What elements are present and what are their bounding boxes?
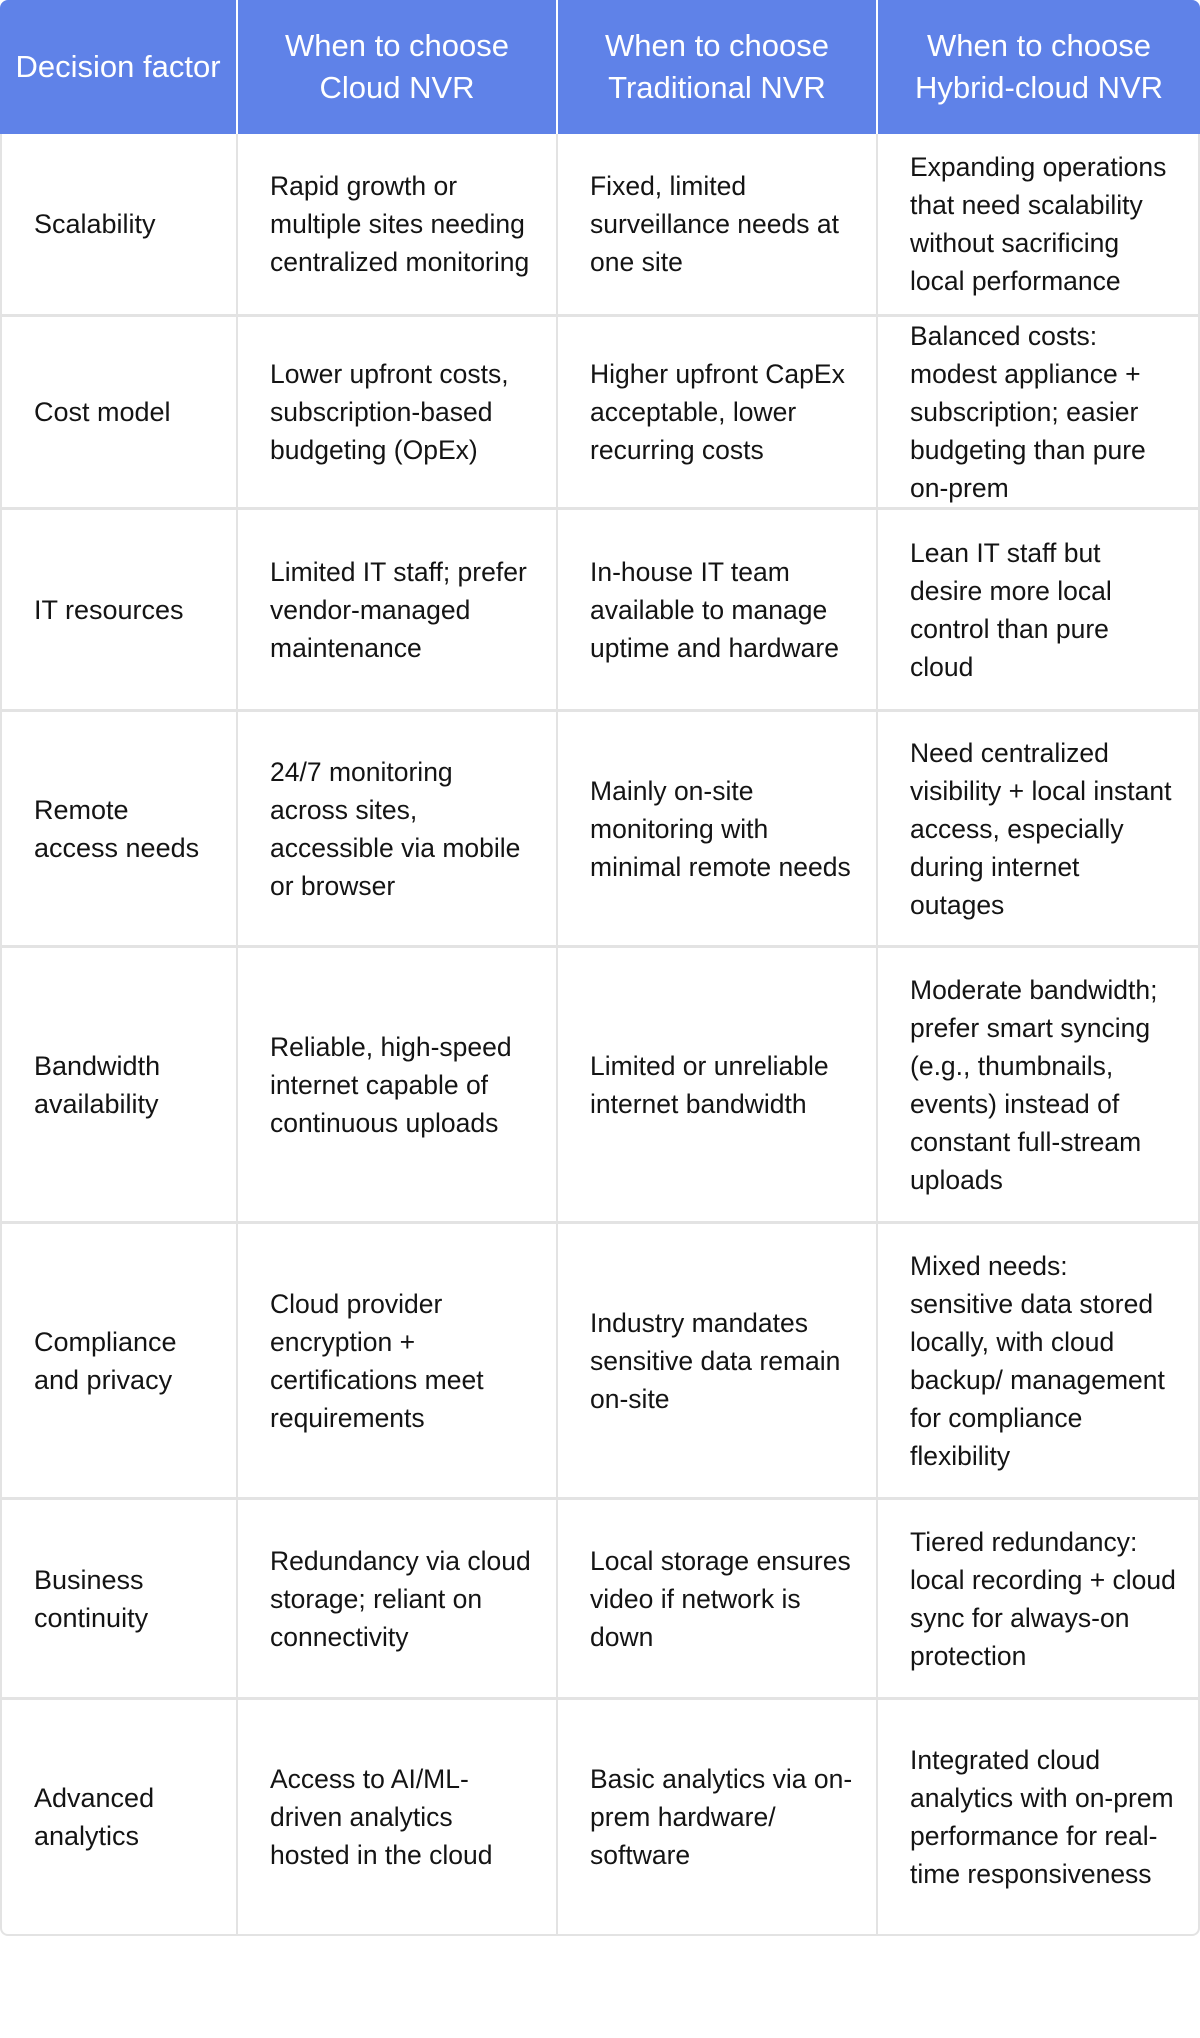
row-factor-cell: Compliance and privacy <box>0 1224 238 1500</box>
hybrid-cell: Moderate bandwidth; prefer smart syncing (e.g., thumbnails, events) instead of constant full-stream uploads <box>878 948 1200 1224</box>
table-row <box>0 1700 1200 1936</box>
table-header <box>0 0 1200 134</box>
cloud-cell: 24/7 monitoring across sites, accessible via mobile or browser <box>238 712 558 948</box>
cloud-cell: Access to AI/ML-driven analytics hosted in the cloud <box>238 1700 558 1936</box>
header-traditional-nvr: When to choose Traditional NVR <box>558 0 878 134</box>
hybrid-cell: Lean IT staff but desire more local control than pure cloud <box>878 510 1200 712</box>
table-body <box>0 134 1200 1936</box>
cloud-cell: Reliable, high-speed internet capable of continuous uploads <box>238 948 558 1224</box>
cloud-cell: Redundancy via cloud storage; reliant on connectivity <box>238 1500 558 1700</box>
cloud-cell: Cloud provider encryption + certifications meet requirements <box>238 1224 558 1500</box>
table-row <box>0 1500 1200 1700</box>
table-row <box>0 948 1200 1224</box>
table-row <box>0 712 1200 948</box>
cloud-cell: Rapid growth or multiple sites needing centralized monitoring <box>238 134 558 317</box>
header-row <box>0 0 1200 134</box>
row-factor-cell: Bandwidth availability <box>0 948 238 1224</box>
hybrid-cell: Need centralized visibility + local instant access, especially during internet outages <box>878 712 1200 948</box>
row-factor-cell: Business continuity <box>0 1500 238 1700</box>
row-factor-cell: Scalability <box>0 134 238 317</box>
row-factor-cell: Cost model <box>0 317 238 510</box>
traditional-cell: Mainly on-site monitoring with minimal remote needs <box>558 712 878 948</box>
row-factor-cell: IT resources <box>0 510 238 712</box>
traditional-cell: Industry mandates sensitive data remain on-site <box>558 1224 878 1500</box>
traditional-cell: Basic analytics via on-prem hardware/ software <box>558 1700 878 1936</box>
cloud-cell: Lower upfront costs, subscription-based budgeting (OpEx) <box>238 317 558 510</box>
hybrid-cell: Tiered redundancy: local recording + cloud sync for always-on protection <box>878 1500 1200 1700</box>
traditional-cell: In-house IT team available to manage uptime and hardware <box>558 510 878 712</box>
traditional-cell: Local storage ensures video if network is down <box>558 1500 878 1700</box>
hybrid-cell: Integrated cloud analytics with on-prem performance for real-time responsiveness <box>878 1700 1200 1936</box>
traditional-cell: Limited or unreliable internet bandwidth <box>558 948 878 1224</box>
table-row <box>0 510 1200 712</box>
row-factor-cell: Remote access needs <box>0 712 238 948</box>
table-row <box>0 134 1200 317</box>
hybrid-cell: Expanding operations that need scalability without sacrificing local performance <box>878 134 1200 317</box>
header-cloud-nvr: When to choose Cloud NVR <box>238 0 558 134</box>
header-hybrid-cloud-nvr: When to choose Hybrid-cloud NVR <box>878 0 1200 134</box>
table-row <box>0 317 1200 510</box>
traditional-cell: Fixed, limited surveillance needs at one site <box>558 134 878 317</box>
header-decision-factor: Decision factor <box>0 0 238 134</box>
row-factor-cell: Advanced analytics <box>0 1700 238 1936</box>
cloud-cell: Limited IT staff; prefer vendor-managed maintenance <box>238 510 558 712</box>
hybrid-cell: Balanced costs: modest appliance + subscription; easier budgeting than pure on-prem <box>878 317 1200 510</box>
table-row <box>0 1224 1200 1500</box>
hybrid-cell: Mixed needs: sensitive data stored locally, with cloud backup/ management for compliance flexibility <box>878 1224 1200 1500</box>
traditional-cell: Higher upfront CapEx acceptable, lower recurring costs <box>558 317 878 510</box>
